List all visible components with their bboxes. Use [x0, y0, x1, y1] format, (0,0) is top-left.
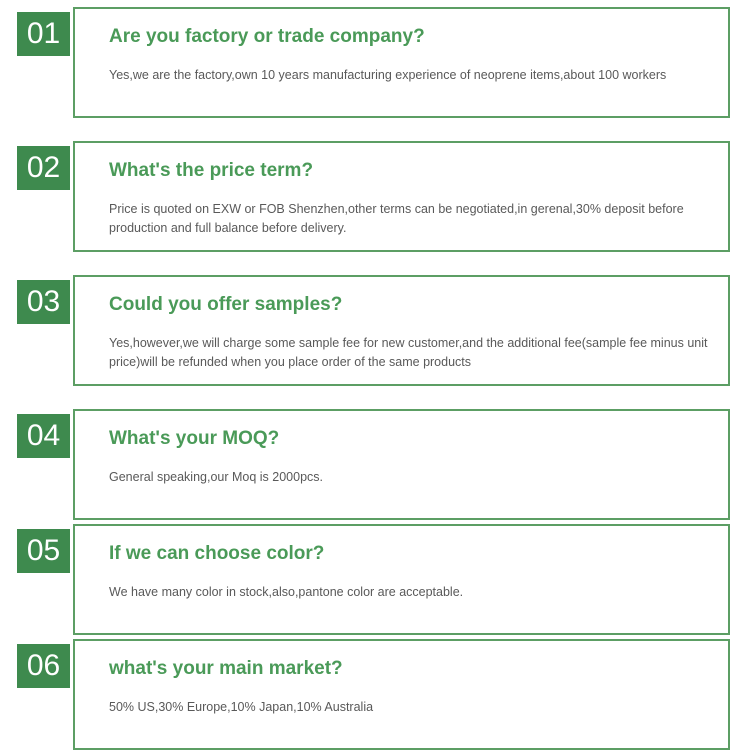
faq-answer: Yes,however,we will charge some sample fee for new customer,and the additional fee(sample fee minus unit price)will be refunded when you place order of the same products [109, 336, 708, 369]
faq-item-04 [0, 404, 750, 524]
faq-item-05 [0, 519, 750, 639]
faq-item-06 [0, 634, 750, 754]
faq-box [73, 639, 730, 750]
faq-answer: General speaking,our Moq is 2000pcs. [109, 470, 324, 484]
faq-number-badge: 02 [17, 146, 70, 190]
faq-number-badge: 04 [17, 414, 70, 458]
faq-answer: Price is quoted on EXW or FOB Shenzhen,other terms can be negotiated,in gerenal,30% deposit before production and full balance before delivery. [109, 202, 684, 235]
faq-answer: Yes,we are the factory,own 10 years manufacturing experience of neoprene items,about 100 workers [109, 68, 667, 82]
faq-question: What's your MOQ? [109, 428, 280, 449]
faq-question: What's the price term? [109, 160, 314, 181]
faq-box [73, 524, 730, 635]
faq-item-01 [0, 2, 750, 122]
faq-number-badge: 05 [17, 529, 70, 573]
faq-answer: We have many color in stock,also,pantone color are acceptable. [109, 585, 464, 599]
faq-question: Could you offer samples? [109, 294, 343, 315]
faq-question: If we can choose color? [109, 543, 325, 564]
faq-item-03 [0, 270, 750, 390]
faq-box [73, 7, 730, 118]
faq-item-02 [0, 136, 750, 256]
faq-box [73, 141, 730, 252]
faq-question: Are you factory or trade company? [109, 26, 425, 47]
faq-number-badge: 06 [17, 644, 70, 688]
faq-question: what's your main market? [109, 658, 343, 679]
faq-box [73, 409, 730, 520]
faq-number-badge: 03 [17, 280, 70, 324]
faq-number-badge: 01 [17, 12, 70, 56]
faq-box [73, 275, 730, 386]
faq-answer: 50% US,30% Europe,10% Japan,10% Australia [109, 700, 374, 714]
